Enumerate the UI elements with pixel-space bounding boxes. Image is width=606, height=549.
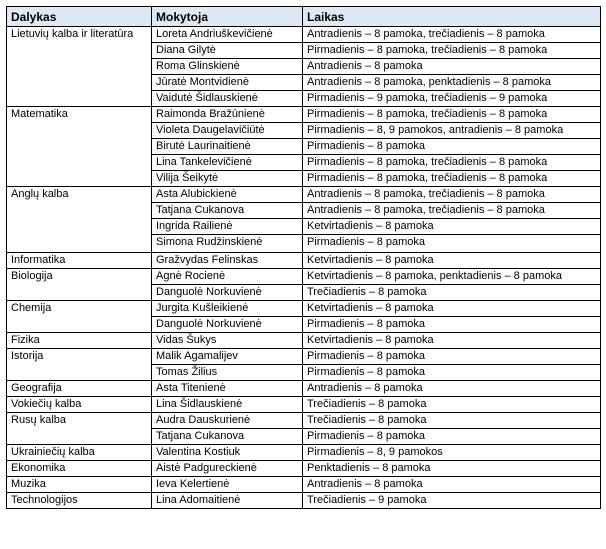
subject-cell: Ekonomika — [7, 461, 152, 477]
table-row — [7, 461, 601, 477]
time-cell: Pirmadienis – 8 pamoka — [303, 317, 601, 333]
subject-cell: Geografija — [7, 381, 152, 397]
time-cell: Pirmadienis – 9 pamoka, trečiadienis – 9 pamoka — [303, 91, 601, 107]
time-cell: Trečiadienis – 8 pamoka — [303, 397, 601, 413]
time-cell: Pirmadienis – 8 pamoka — [303, 365, 601, 381]
teacher-cell: Vaidutė Šidlauskienė — [152, 91, 303, 107]
teacher-cell: Danguolė Norkuvienė — [152, 317, 303, 333]
table-row — [7, 381, 601, 397]
teacher-cell: Danguolė Norkuvienė — [152, 285, 303, 301]
time-cell: Pirmadienis – 8 pamoka, trečiadienis – 8 pamoka — [303, 171, 601, 187]
teacher-cell: Aistė Padgureckienė — [152, 461, 303, 477]
table-row — [7, 413, 601, 429]
table-row — [7, 477, 601, 493]
time-cell: Antradienis – 8 pamoka, trečiadienis – 8 pamoka — [303, 203, 601, 219]
teacher-cell: Asta Titenienė — [152, 381, 303, 397]
time-cell: Ketvirtadienis – 8 pamoka — [303, 333, 601, 349]
table-row — [7, 187, 601, 203]
time-cell: Ketvirtadienis – 8 pamoka — [303, 219, 601, 235]
time-cell: Antradienis – 8 pamoka — [303, 477, 601, 493]
table-row — [7, 333, 601, 349]
table-row — [7, 253, 601, 269]
subject-cell: Chemija — [7, 301, 152, 333]
subject-cell: Ukrainiečių kalba — [7, 445, 152, 461]
subject-cell: Muzika — [7, 477, 152, 493]
teacher-cell: Diana Gilytė — [152, 43, 303, 59]
teacher-cell: Raimonda Bražūnienė — [152, 107, 303, 123]
teacher-cell: Malik Agamalijev — [152, 349, 303, 365]
subject-cell: Technologijos — [7, 493, 152, 509]
time-cell: Trečiadienis – 9 pamoka — [303, 493, 601, 509]
time-cell: Pirmadienis – 8 pamoka — [303, 349, 601, 365]
teacher-cell: Roma Glinskienė — [152, 59, 303, 75]
time-cell: Trečiadienis – 8 pamoka — [303, 413, 601, 429]
header-teacher: Mokytoja — [152, 7, 303, 27]
time-cell: Antradienis – 8 pamoka, penktadienis – 8 pamoka — [303, 75, 601, 91]
subject-cell: Biologija — [7, 269, 152, 301]
time-cell: Trečiadienis – 8 pamoka — [303, 285, 601, 301]
table-row — [7, 107, 601, 123]
time-cell: Pirmadienis – 8 pamoka — [303, 235, 601, 253]
teacher-cell: Gražvydas Felinskas — [152, 253, 303, 269]
teacher-cell: Agnė Rocienė — [152, 269, 303, 285]
teacher-cell: Vidas Šukys — [152, 333, 303, 349]
teacher-cell: Tomas Žilius — [152, 365, 303, 381]
time-cell: Pirmadienis – 8, 9 pamokos — [303, 445, 601, 461]
time-cell: Pirmadienis – 8, 9 pamokos, antradienis – 8 pamoka — [303, 123, 601, 139]
teacher-cell: Jūratė Montvidienė — [152, 75, 303, 91]
teacher-cell: Tatjana Cukanova — [152, 203, 303, 219]
teacher-cell: Violeta Daugelavičiūtė — [152, 123, 303, 139]
time-cell: Ketvirtadienis – 8 pamoka — [303, 301, 601, 317]
subject-cell: Lietuvių kalba ir literatūra — [7, 27, 152, 107]
time-cell: Pirmadienis – 8 pamoka, trečiadienis – 8 pamoka — [303, 107, 601, 123]
teacher-cell: Vilija Šeikytė — [152, 171, 303, 187]
time-cell: Pirmadienis – 8 pamoka — [303, 139, 601, 155]
teacher-cell: Lina Tankelevičienė — [152, 155, 303, 171]
time-cell: Pirmadienis – 8 pamoka, trečiadienis – 8 pamoka — [303, 155, 601, 171]
table-row — [7, 301, 601, 317]
header-row — [7, 7, 601, 27]
header-time: Laikas — [303, 7, 601, 27]
table-row — [7, 397, 601, 413]
teacher-cell: Tatjana Cukanova — [152, 429, 303, 445]
time-cell: Antradienis – 8 pamoka, trečiadienis – 8 pamoka — [303, 187, 601, 203]
teacher-cell: Lina Šidlauskienė — [152, 397, 303, 413]
teacher-cell: Audra Dauskurienė — [152, 413, 303, 429]
time-cell: Ketvirtadienis – 8 pamoka — [303, 253, 601, 269]
teacher-cell: Lina Adomaitienė — [152, 493, 303, 509]
table-row — [7, 269, 601, 285]
teacher-cell: Ieva Kelertienė — [152, 477, 303, 493]
table-row — [7, 27, 601, 43]
subject-cell: Istorija — [7, 349, 152, 381]
subject-cell: Fizika — [7, 333, 152, 349]
subject-cell: Anglų kalba — [7, 187, 152, 253]
teacher-cell: Loreta Andriuškevičienė — [152, 27, 303, 43]
subject-cell: Rusų kalba — [7, 413, 152, 445]
teacher-cell: Simona Rudžinskienė — [152, 235, 303, 253]
time-cell: Antradienis – 8 pamoka, trečiadienis – 8 pamoka — [303, 27, 601, 43]
subject-cell: Vokiečių kalba — [7, 397, 152, 413]
time-cell: Penktadienis – 8 pamoka — [303, 461, 601, 477]
time-cell: Antradienis – 8 pamoka — [303, 59, 601, 75]
table-row — [7, 445, 601, 461]
teacher-cell: Asta Alubickienė — [152, 187, 303, 203]
time-cell: Pirmadienis – 8 pamoka — [303, 429, 601, 445]
subject-cell: Informatika — [7, 253, 152, 269]
teacher-cell: Valentina Kostiuk — [152, 445, 303, 461]
schedule-body — [7, 27, 601, 509]
table-row — [7, 349, 601, 365]
schedule-table — [6, 6, 601, 509]
teacher-cell: Ingrida Railienė — [152, 219, 303, 235]
time-cell: Pirmadienis – 8 pamoka, trečiadienis – 8 pamoka — [303, 43, 601, 59]
header-subject: Dalykas — [7, 7, 152, 27]
teacher-cell: Jurgita Kušleikienė — [152, 301, 303, 317]
table-row — [7, 493, 601, 509]
time-cell: Antradienis – 8 pamoka — [303, 381, 601, 397]
time-cell: Ketvirtadienis – 8 pamoka, penktadienis – 8 pamoka — [303, 269, 601, 285]
subject-cell: Matematika — [7, 107, 152, 187]
teacher-cell: Birutė Laurinaitienė — [152, 139, 303, 155]
